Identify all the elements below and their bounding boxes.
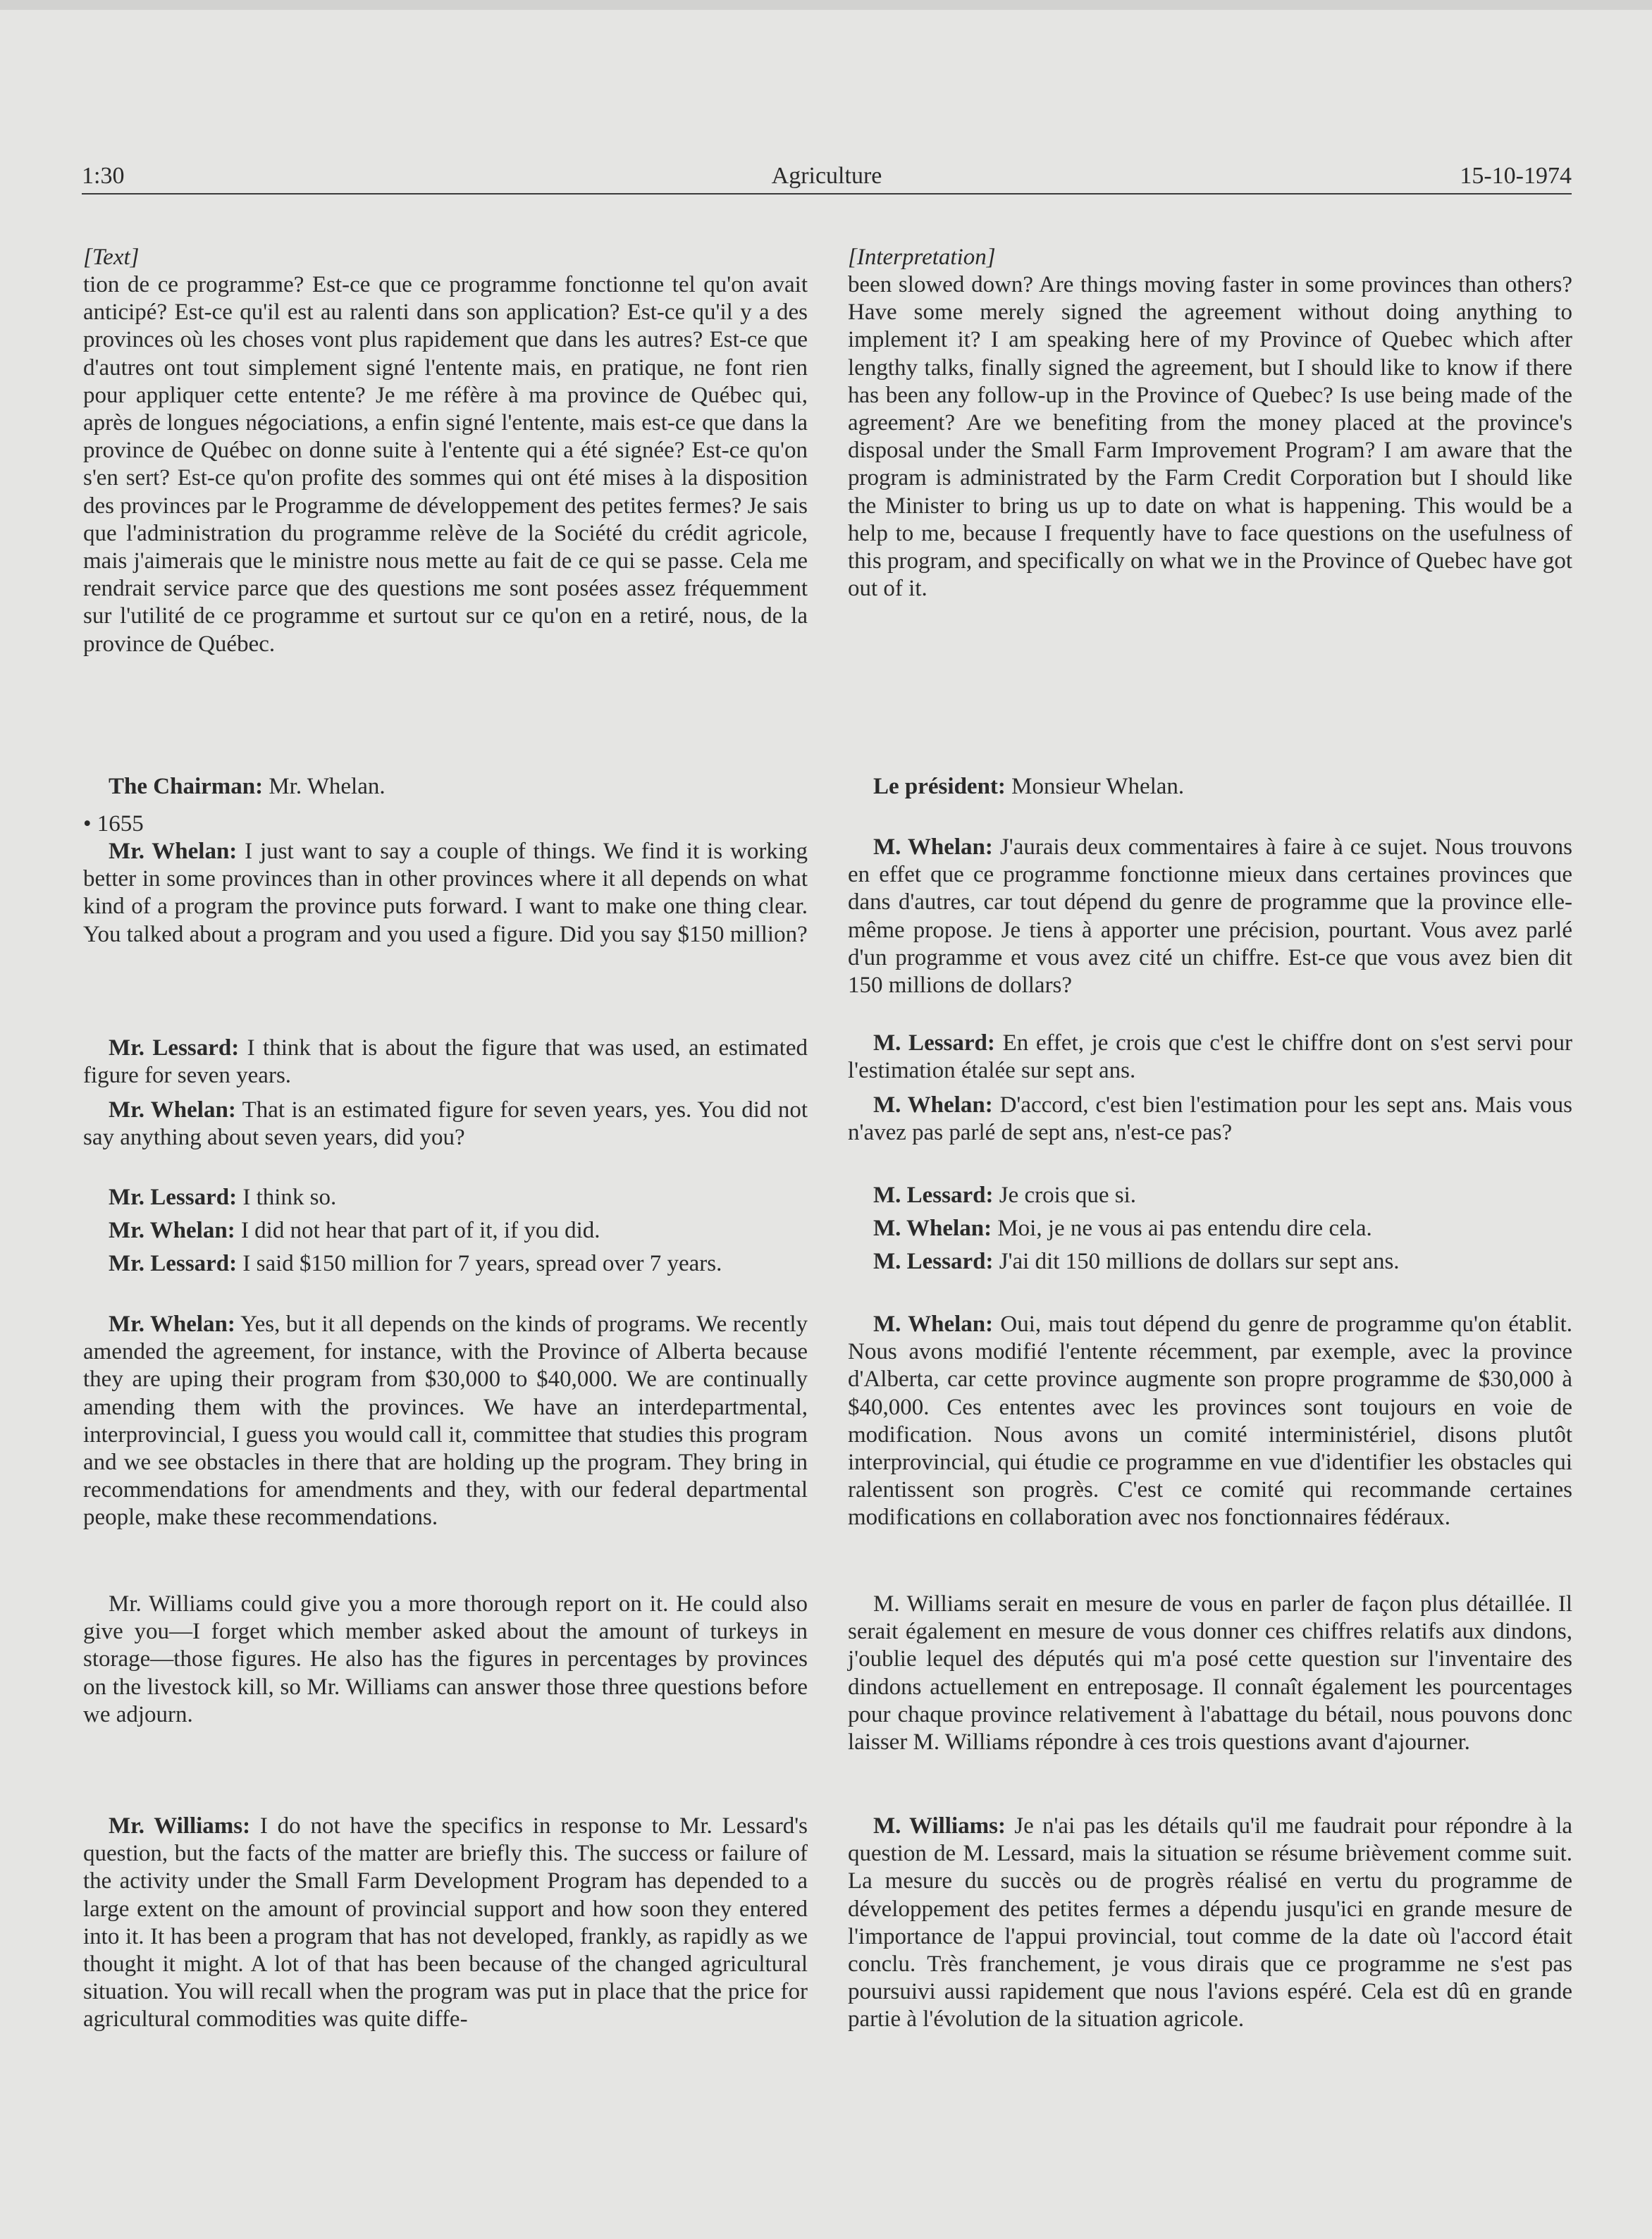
speaker-name: M. Whelan: xyxy=(873,1216,992,1241)
right-para-1 xyxy=(848,271,1572,603)
left-time-marker-block xyxy=(83,810,808,838)
speaker-name: Mr. Whelan: xyxy=(109,1218,235,1243)
speech-text: I said $150 million for 7 years, spread over 7 years. xyxy=(242,1251,722,1276)
right-lessard-3 xyxy=(848,1248,1572,1276)
speaker-name: Mr. Whelan: xyxy=(109,1312,235,1337)
right-whelan-5 xyxy=(848,1591,1572,1756)
speech-text: That is an estimated figure for seven years, yes. You did not say anything about seven years, did you? xyxy=(83,1097,808,1151)
speaker-name: M. Lessard: xyxy=(873,1030,995,1056)
speech-text: Je n'ai pas les détails qu'il me faudrait pour répondre à la question de M. Lessard, mais la situation se résume brièvement comme suit. La mesure du succès ou de progrès réalisé en vertu du programme de développement des petites fermes a dépendu jusqu'ici en grande mesure de l'importance de l'appui provincial, tout comme de la date où l'accord était conclu. Très franchement, je vous dirais que ce programme ne s'est pas poursuivi aussi rapidement que nous l'avions espéré. Cela est dû en grande partie à l'évolution de la situation agricole. xyxy=(848,1813,1573,2033)
right-whelan-3 xyxy=(848,1215,1572,1242)
right-paragraph: been slowed down? Are things moving faster in some provinces than others? Have some merely signed the agreement without doing anything to implement it? I am speaking here of my Province of Quebec which after lengthy talks, finally signed the agreement, but I should like to know if there has been any follow-up in the Province of Quebec? Is use being made of the agreement? Are we benefiting from the money placed at the province's disposal under the Small Farm Improvement Program? I am aware that the program is administrated by the Farm Credit Corporation but I should like the Minister to bring us up to date on what is happening. This would be a help to me, because I frequently have to face questions on the usefulness of this program, and specifically on what we in the Province of Quebec have got out of it. xyxy=(848,272,1572,602)
right-whelan-1 xyxy=(848,834,1572,999)
speaker-name: M. Whelan: xyxy=(873,1092,993,1118)
page-header xyxy=(82,159,1572,193)
left-whelan-1 xyxy=(83,838,808,949)
speaker-name: Mr. Whelan: xyxy=(109,1097,236,1123)
left-whelan-5 xyxy=(83,1591,808,1729)
left-lessard-3 xyxy=(83,1250,808,1278)
speaker-name: M. Lessard: xyxy=(873,1249,994,1274)
speaker-name: The Chairman: xyxy=(109,774,264,799)
speech-text: I think so. xyxy=(242,1185,337,1210)
speech-text: Yes, but it all depends on the kinds of programs. We recently amended the agreement, for instance, with the Province of Alberta because they are uping their program from $30,000 to $40,000. We are continually amending them with the provinces. We have an interdepartmental, interprovincial, I guess you would call it, committee that studies this program and we see obstacles in there that are holding up the program. They bring in recommendations for amendments and they, with our federal departmental people, make these recommendations. xyxy=(83,1312,808,1531)
speech-text: Mr. Williams could give you a more thorough report on it. He could also give you—I forget which member asked about the amount of turkeys in storage—those figures. He also has the figures in percentages by provinces on the livestock kill, so Mr. Williams can answer those three questions before we adjourn. xyxy=(83,1591,808,1727)
left-williams xyxy=(83,1813,808,2034)
time-marker: • 1655 xyxy=(83,811,144,837)
left-lessard-2 xyxy=(83,1184,808,1211)
right-column-label xyxy=(848,244,1572,271)
header-rule xyxy=(82,193,1572,195)
left-paragraph: tion de ce programme? Est-ce que ce programme fonctionne tel qu'on avait anticipé? Est-ce qu'il est au ralenti dans son application? Est-ce qu'il y a des provinces où les choses vont plus rapidement que dans les autres? Est-ce que d'autres ont tout simplement signé l'entente mais, en pratique, ne font rien pour appliquer cette entente? Je me réfère à ma province de Québec qui, après de longues négociations, a enfin signé l'entente, mais est-ce que dans la province de Québec on donne suite à l'entente qui a été signée? Est-ce qu'on s'en sert? Est-ce qu'on profite des sommes qui ont été mises à la disposition des provinces par le Programme de développement des petites fermes? Je sais que l'administration du programme relève de la Société du crédit agricole, mais j'aimerais que le ministre nous mette au fait de ce qui se passe. Cela me rendrait service parce que des questions me sont posées assez fréquemment sur l'utilité de ce programme et surtout sur ce qu'on en a retiré, nous, de la province de Québec. xyxy=(83,272,808,657)
speech-text: Oui, mais tout dépend du genre de programme qu'on établit. Nous avons modifié l'entente récemment, par exemple, avec la province d'Alberta, car cette province augmente son propre programme de $30,000 à $40,000. Ces ententes avec les provinces sont toujours en voie de modification. Nous avons un comité interministériel, disons plutôt interprovincial, qui étudie ce programme en vue d'identifier les obstacles qui ralentissent son progrès. C'est ce comité qui recommande certaines modifications en collaboration avec nos fonctionnaires fédéraux. xyxy=(848,1312,1572,1531)
left-column-label xyxy=(83,244,808,271)
speech-text: I just want to say a couple of things. We find it is working better in some provinces than in other provinces where it all depends on what kind of a program the province puts forward. I want to make one thing clear. You talked about a program and you used a figure. Did you say $150 million? xyxy=(83,839,808,947)
running-title: Agriculture xyxy=(771,163,882,189)
left-whelan-4 xyxy=(83,1311,808,1532)
page-number: 1:30 xyxy=(82,163,125,189)
speaker-name: Mr. Lessard: xyxy=(109,1185,238,1210)
meeting-date: 15-10-1974 xyxy=(1460,163,1572,189)
speaker-name: Mr. Williams: xyxy=(109,1813,251,1839)
right-chairman xyxy=(848,773,1572,801)
speaker-name: Mr. Lessard: xyxy=(109,1251,238,1276)
speech-text: I do not have the specifics in response to Mr. Lessard's question, but the facts of the matter are briefly this. The success or failure of the activity under the Small Farm Development Program has depended to a large extent on the amount of provincial support and how soon they entered into it. It has been a program that has not developed, frankly, as rapidly as we thought it might. A lot of that has been because of the changed agricultural situation. You will recall when the program was put in place that the price for agricultural commodities was quite diffe- xyxy=(83,1813,808,2033)
speaker-name: M. Williams: xyxy=(873,1813,1006,1839)
speech-text: Je crois que si. xyxy=(999,1183,1137,1208)
speaker-name: Le président: xyxy=(873,774,1006,799)
speaker-name: Mr. Lessard: xyxy=(109,1035,240,1061)
right-whelan-2 xyxy=(848,1092,1572,1147)
speech-text: Monsieur Whelan. xyxy=(1011,774,1185,799)
interpretation-label: [Interpretation] xyxy=(848,245,996,270)
right-lessard-2 xyxy=(848,1182,1572,1209)
right-whelan-4 xyxy=(848,1311,1572,1532)
speaker-name: Mr. Whelan: xyxy=(109,839,238,864)
speech-text: M. Williams serait en mesure de vous en parler de façon plus détaillée. Il serait également en mesure de vous donner ces chiffres relatifs aux dindons, j'oublie lequel des députés qui m'a posé cette question sur l'inventaire des dindons actuellement en entreposage. Il connaît également les pourcentages pour chaque province relativement à l'abattage du bétail, nous pouvons donc laisser M. Williams répondre à ces trois questions avant d'ajourner. xyxy=(848,1591,1572,1756)
left-chairman xyxy=(83,773,808,801)
text-label: [Text] xyxy=(83,245,140,270)
speech-text: I did not hear that part of it, if you did. xyxy=(240,1218,600,1243)
scan-top-edge xyxy=(0,0,1652,10)
speech-text: I think that is about the figure that was used, an estimated figure for seven years. xyxy=(83,1035,808,1089)
right-lessard-1 xyxy=(848,1030,1572,1085)
left-lessard-1 xyxy=(83,1035,808,1090)
left-whelan-2 xyxy=(83,1097,808,1152)
speaker-name: M. Whelan: xyxy=(873,1312,994,1337)
speech-text: J'aurais deux commentaires à faire à ce sujet. Nous trouvons en effet que ce programme fonctionne mieux dans certaines provinces que dans d'autres, car tout dépend du genre de programme que la province elle-même propose. Je tiens à apporter une précision, pourtant. Vous avez parlé d'un programme et vous avez cité un chiffre. Est-ce que vous avez bien dit 150 millions de dollars? xyxy=(848,834,1573,999)
left-whelan-3 xyxy=(83,1217,808,1245)
speaker-name: M. Whelan: xyxy=(873,834,993,860)
speaker-name: M. Lessard: xyxy=(873,1183,994,1208)
speech-text: Moi, je ne vous ai pas entendu dire cela. xyxy=(997,1216,1372,1241)
speech-text: D'accord, c'est bien l'estimation pour les sept ans. Mais vous n'avez pas parlé de sept ans, n'est-ce pas? xyxy=(848,1092,1573,1146)
right-williams xyxy=(848,1813,1572,2034)
speech-text: J'ai dit 150 millions de dollars sur sept ans. xyxy=(999,1249,1400,1274)
speech-text: Mr. Whelan. xyxy=(269,774,386,799)
speech-text: En effet, je crois que c'est le chiffre dont on s'est servi pour l'estimation étalée sur sept ans. xyxy=(848,1030,1573,1084)
left-para-1 xyxy=(83,271,808,658)
